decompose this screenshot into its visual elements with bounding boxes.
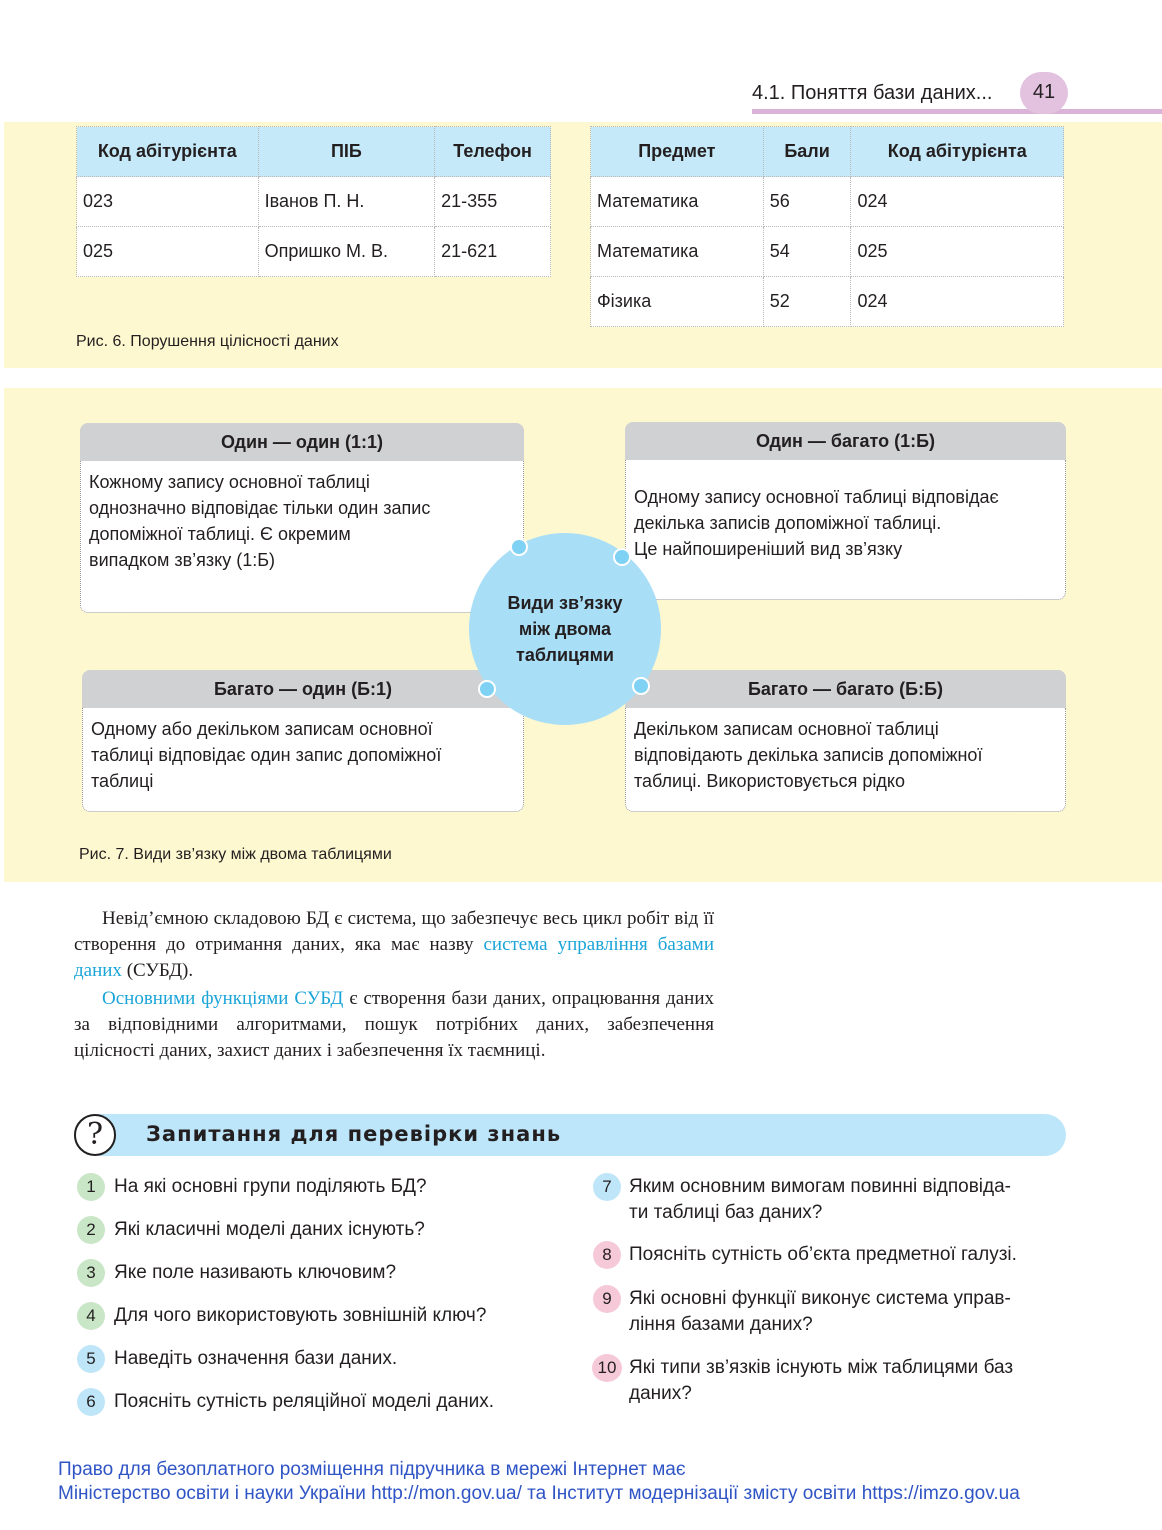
question-item: На які основні групи поділяють БД? (114, 1176, 427, 1197)
license-footer (58, 1458, 1020, 1506)
running-header (752, 76, 1162, 116)
table-cell: 024 (851, 277, 1064, 327)
scores-table (590, 126, 1064, 327)
footer-line: Право для безоплатного розміщення підручника в мережі Інтернет має (58, 1459, 686, 1480)
column-header: Телефон (435, 127, 551, 177)
column-header: Код абітурієнта (77, 127, 259, 177)
text-line: таблиці відповідає один запис допоміжної (91, 745, 442, 765)
text-line: Одному запису основної таблиці відповідає (634, 487, 999, 507)
table-row (77, 177, 551, 227)
table-header-row (591, 127, 1064, 177)
table-cell: 21-355 (435, 177, 551, 227)
term-dbms: система управління базами даних (74, 934, 714, 981)
header-rule (752, 109, 1162, 114)
question-number: 6 (77, 1388, 105, 1416)
table-cell: 025 (851, 227, 1064, 277)
column-header: Код абітурієнта (851, 127, 1064, 177)
relation-box-text (82, 708, 524, 812)
question-number: 2 (77, 1216, 105, 1244)
figure-7-caption: Рис. 7. Види зв’язку між двома таблицями (79, 846, 392, 863)
question-mark-icon: ? (74, 1114, 116, 1156)
applicants-table (76, 126, 551, 277)
relation-box-title: Один — один (1:1) (80, 423, 524, 461)
table-cell: 21-621 (435, 227, 551, 277)
table-cell: 023 (77, 177, 259, 227)
relation-box-text (625, 708, 1066, 812)
question-number: 3 (77, 1259, 105, 1287)
term-dbms-functions: Основними функціями СУБД (102, 988, 344, 1009)
question-number: 8 (593, 1241, 621, 1269)
table-row (591, 177, 1064, 227)
question-number: 5 (77, 1345, 105, 1373)
circle-text-line: Види зв’язку (507, 593, 623, 613)
footer-line: Міністерство освіти і науки України http://mon.gov.ua/ та Інститут модернізації змісту освіти https://imzo.gov.ua (58, 1483, 1020, 1504)
question-item: Поясніть сутність реляційної моделі даних. (114, 1391, 494, 1412)
text-line: однозначно відповідає тільки один запис (89, 498, 431, 518)
question-number: 7 (593, 1173, 621, 1201)
relation-box-one-to-one (80, 423, 524, 613)
question-item: Які типи зв’язків існують між таблицями баз даних? (629, 1357, 1014, 1404)
connector-dot (510, 538, 528, 556)
paragraph-dbms: Невід’ємною складовою БД є система, що забезпечує весь цикл робіт від її створення до отримання даних, яка має назву система управління базами даних (СУБД). (74, 908, 714, 981)
question-item: Поясніть сутність об’єкта предметної галузі. (629, 1244, 1017, 1265)
connector-dot (613, 548, 631, 566)
question-item: Яке поле називають ключовим? (114, 1262, 397, 1283)
table-cell: 52 (763, 277, 851, 327)
relation-box-title: Один — багато (1:Б) (625, 422, 1066, 460)
text-line: декілька записів допоміжної таблиці. (634, 513, 942, 533)
table-cell: 024 (851, 177, 1064, 227)
column-header: ПІБ (258, 127, 435, 177)
table-row (591, 277, 1064, 327)
question-number: 4 (77, 1302, 105, 1330)
question-item: Для чого використовують зовнішній ключ? (114, 1305, 487, 1326)
question-number: 1 (77, 1173, 105, 1201)
page-number: 41 (1020, 72, 1068, 114)
figure-6-caption: Рис. 6. Порушення цілісності даних (76, 333, 339, 350)
connector-dot (478, 680, 496, 698)
text-line: Декільком записам основної таблиці (634, 719, 939, 739)
relation-box-many-to-many (625, 670, 1066, 812)
table-row (77, 227, 551, 277)
column-header: Бали (763, 127, 851, 177)
paragraph-dbms-functions: Основними функціями СУБД є створення бази даних, опрацювання даних за відповідними алгоритмами, пошук потрібних даних, забезпечення цілісності даних, захист даних і забезпечення їх таємниці. (74, 988, 714, 1061)
table-cell: Іванов П. Н. (258, 177, 435, 227)
text-line: випадком зв’язку (1:Б) (89, 550, 276, 570)
relation-box-text (625, 460, 1066, 600)
question-number: 10 (592, 1354, 622, 1382)
table-cell: Математика (591, 177, 764, 227)
table-row (591, 227, 1064, 277)
table-cell: Опришко М. В. (258, 227, 435, 277)
question-number: 9 (593, 1285, 621, 1313)
table-cell: Фізика (591, 277, 764, 327)
relation-types-circle (469, 533, 661, 725)
table-cell: Математика (591, 227, 764, 277)
table-cell: 56 (763, 177, 851, 227)
relation-box-title: Багато — багато (Б:Б) (625, 670, 1066, 708)
relation-box-text (80, 461, 524, 613)
question-item: Яким основним вимогам повинні відповіда- ти таблиці баз даних? (629, 1176, 1012, 1223)
chapter-title: 4.1. Поняття бази даних... (752, 82, 993, 104)
table-cell: 025 (77, 227, 259, 277)
relation-box-title: Багато — один (Б:1) (82, 670, 524, 708)
text-line: допоміжної таблиці. Є окремим (89, 524, 351, 544)
text-line: Одному або декільком записам основної (91, 719, 433, 739)
question-item: Наведіть означення бази даних. (114, 1348, 398, 1369)
relation-box-many-to-one (82, 670, 524, 812)
table-cell: 54 (763, 227, 851, 277)
circle-text-line: між двома (518, 619, 612, 639)
connector-dot (632, 677, 650, 695)
relation-box-one-to-many (625, 422, 1066, 600)
circle-text-line: таблицями (516, 645, 614, 665)
text-line: таблиці. Використовується рідко (634, 771, 906, 791)
text-line: відповідають декілька записів допоміжної (634, 745, 983, 765)
text-line: таблиці (91, 771, 154, 791)
question-item: Які класичні моделі даних існують? (114, 1219, 425, 1240)
text-line: Кожному запису основної таблиці (89, 472, 370, 492)
text-line: Це найпоширеніший вид зв’язку (634, 539, 903, 559)
column-header: Предмет (591, 127, 764, 177)
question-item: Які основні функції виконує система управ- ління базами даних? (629, 1288, 1011, 1335)
table-header-row (77, 127, 551, 177)
questions-title: Запитання для перевірки знань (146, 1122, 562, 1146)
